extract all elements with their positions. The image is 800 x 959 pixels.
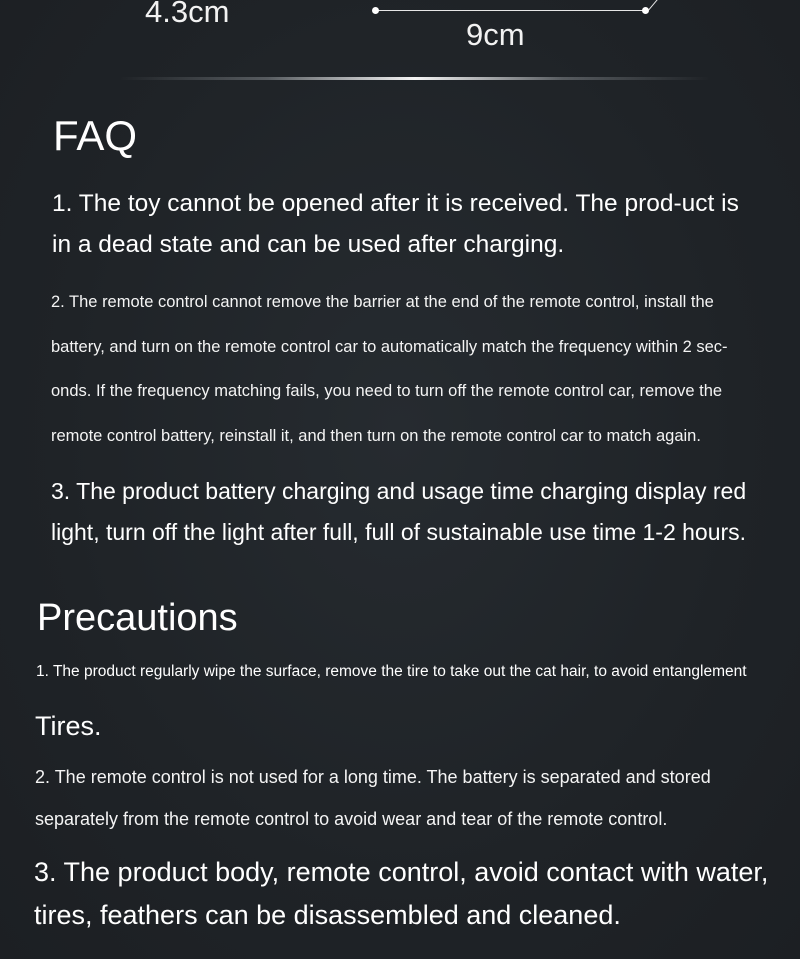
faq-heading: FAQ [53, 112, 138, 159]
precaution-item-3: 3. The product body, remote control, avoid contact with water, tires, feathers can be disassembled and cleaned. [34, 857, 769, 930]
faq-item-2: 2. The remote control cannot remove the barrier at the end of the remote control, install the battery, and turn on the remote control car to automatically match the frequency within 2 sec-onds. If the frequency matching fails, you need to turn off the remote control car, remove the remote control battery, reinstall it, and then turn on the remote control car to match again. [51, 293, 728, 445]
dimension-label-length: 9cm [466, 17, 525, 52]
section-divider [120, 77, 710, 80]
precautions-heading: Precautions [37, 597, 238, 639]
precaution-item-1-tail: Tires. [35, 711, 102, 741]
precaution-item-1: 1. The product regularly wipe the surface, remove the tire to take out the cat hair, to avoid entanglement [36, 663, 747, 680]
dimension-endpoint-left [372, 7, 379, 14]
dimension-label-height: 4.3cm [145, 0, 230, 29]
dimension-line [376, 10, 646, 11]
faq-item-1: 1. The toy cannot be opened after it is received. The prod-uct is in a dead state and can be used after charging. [52, 190, 739, 258]
faq-item-3: 3. The product battery charging and usage time charging display red light, turn off the light after full, full of sustainable use time 1-2 hours. [51, 478, 747, 545]
precaution-item-2: 2. The remote control is not used for a long time. The battery is separated and stored separately from the remote control to avoid wear and tear of the remote control. [35, 767, 711, 829]
dimension-leader-line [648, 0, 659, 11]
